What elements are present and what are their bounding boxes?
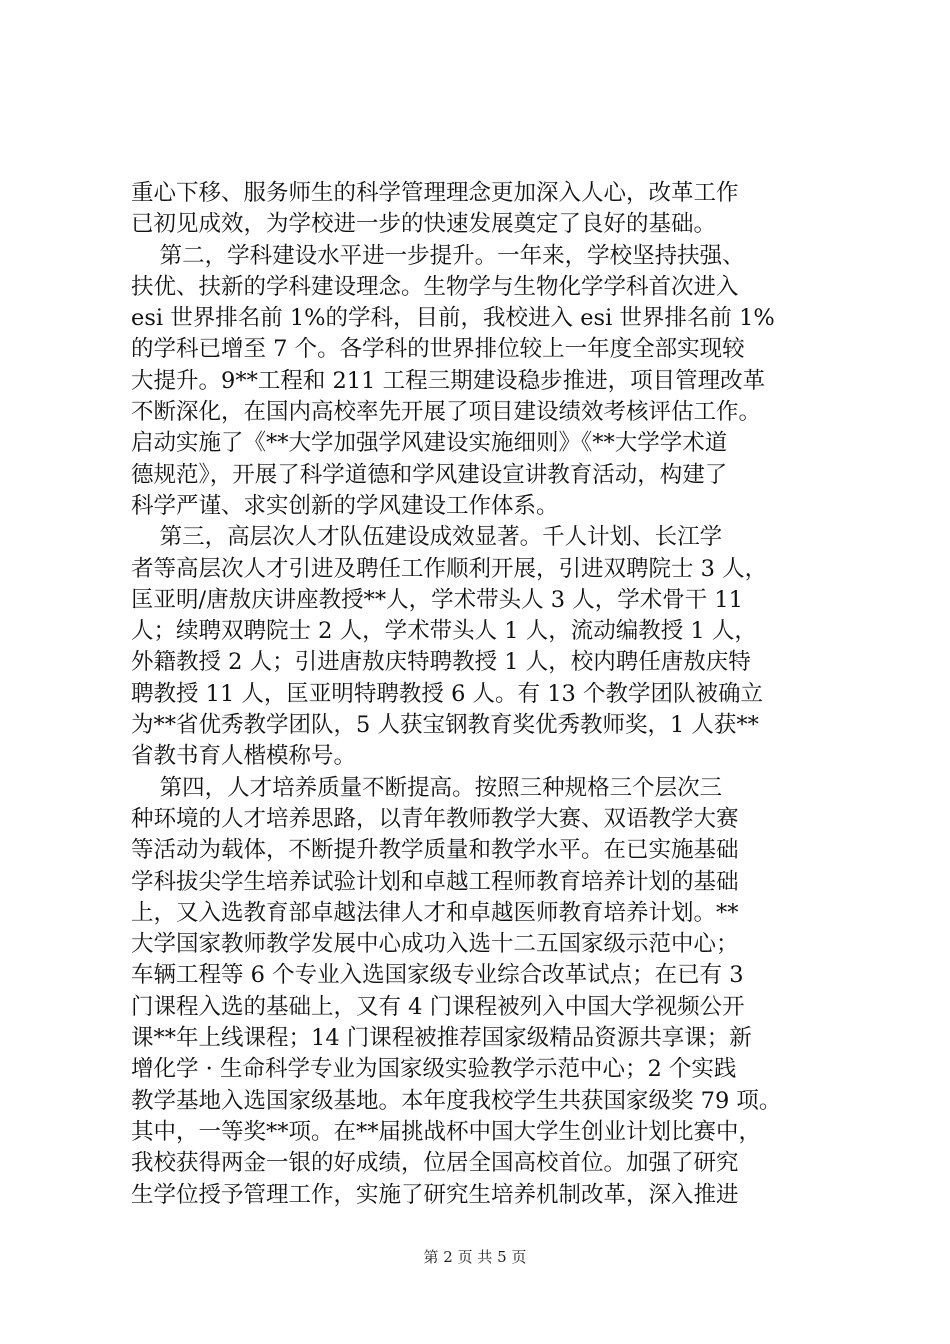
text-line: 种环境的人才培养思路，以青年教师教学大赛、双语教学大赛 <box>131 805 739 832</box>
text-line: 第三，高层次人才队伍建设成效显著。千人计划、长江学 <box>131 524 723 551</box>
text-line: 德规范》，开展了科学道德和学风建设宣讲教育活动，构建了 <box>131 461 728 488</box>
page-footer: 第 2 页 共 5 页 <box>423 1248 527 1266</box>
text-line: 其中，一等奖**项。在**届挑战杯中国大学生创业计划比赛中， <box>131 1118 762 1145</box>
text-line: 者等高层次人才引进及聘任工作顺利开展，引进双聘院士 3 人， <box>131 555 768 582</box>
text-line: 教学基地入选国家级基地。本年度我校学生共获国家级奖 79 项。 <box>131 1087 782 1114</box>
text-line: 的学科已增至 7 个。各学科的世界排位较上一年度全部实现较 <box>131 336 745 363</box>
text-line: 大学国家教师教学发展中心成功入选十二五国家级示范中心； <box>131 931 739 958</box>
text-line: 第二，学科建设水平进一步提升。一年来，学校坚持扶强、 <box>131 242 745 269</box>
text-line: 课**年上线课程；14 门课程被推荐国家级精品资源共享课；新 <box>131 1025 752 1052</box>
text-line: 第四，人才培养质量不断提高。按照三种规格三个层次三 <box>131 774 723 801</box>
text-line: 为**省优秀教学团队，5 人获宝钢教育奖优秀教师奖，1 人获** <box>131 712 759 739</box>
text-line: 启动实施了《**大学加强学风建设实施细则》《**大学学术道 <box>131 430 728 457</box>
text-line: 门课程入选的基础上，又有 4 门课程被列入中国大学视频公开 <box>131 993 745 1020</box>
text-line: esi 世界排名前 1%的学科，目前，我校进入 esi 世界排名前 1% <box>131 305 775 332</box>
text-line: 重心下移、服务师生的科学管理理念更加深入人心，改革工作 <box>131 180 739 206</box>
text-line: 省教书育人楷模称号。 <box>131 743 357 770</box>
text-line: 车辆工程等 6 个专业入选国家级专业综合改革试点；在已有 3 <box>131 962 744 989</box>
text-line: 生学位授予管理工作，实施了研究生培养机制改革，深入推进 <box>131 1181 739 1208</box>
text-line: 扶优、扶新的学科建设理念。生物学与生物化学学科首次进入 <box>131 273 739 300</box>
text-line: 外籍教授 2 人；引进唐敖庆特聘教授 1 人，校内聘任唐敖庆特 <box>131 649 751 676</box>
text-line: 匡亚明/唐敖庆讲座教授**人，学术带头人 3 人，学术骨干 11 <box>131 586 743 613</box>
text-line: 我校获得两金一银的好成绩，位居全国高校首位。加强了研究 <box>131 1150 739 1177</box>
text-line: 已初见成效，为学校进一步的快速发展奠定了良好的基础。 <box>131 211 717 238</box>
text-line: 学科拔尖学生培养试验计划和卓越工程师教育培养计划的基础 <box>131 868 739 895</box>
text-line: 等活动为载体，不断提升教学质量和教学水平。在已实施基础 <box>131 837 739 864</box>
text-line: 大提升。9**工程和 211 工程三期建设稳步推进，项目管理改革 <box>131 367 766 394</box>
text-line: 增化学 · 生命科学专业为国家级实验教学示范中心；2 个实践 <box>131 1056 737 1083</box>
text-line: 不断深化，在国内高校率先开展了项目建设绩效考核评估工作。 <box>131 399 762 426</box>
text-line: 上，又入选教育部卓越法律人才和卓越医师教育培养计划。** <box>131 899 739 926</box>
text-line: 聘教授 11 人，匡亚明特聘教授 6 人。有 13 个教学团队被确立 <box>131 680 763 707</box>
text-line: 人；续聘双聘院士 2 人，学术带头人 1 人，流动编教授 1 人， <box>131 618 757 645</box>
text-line: 科学严谨、求实创新的学风建设工作体系。 <box>131 492 559 519</box>
body-text <box>131 178 831 1211</box>
